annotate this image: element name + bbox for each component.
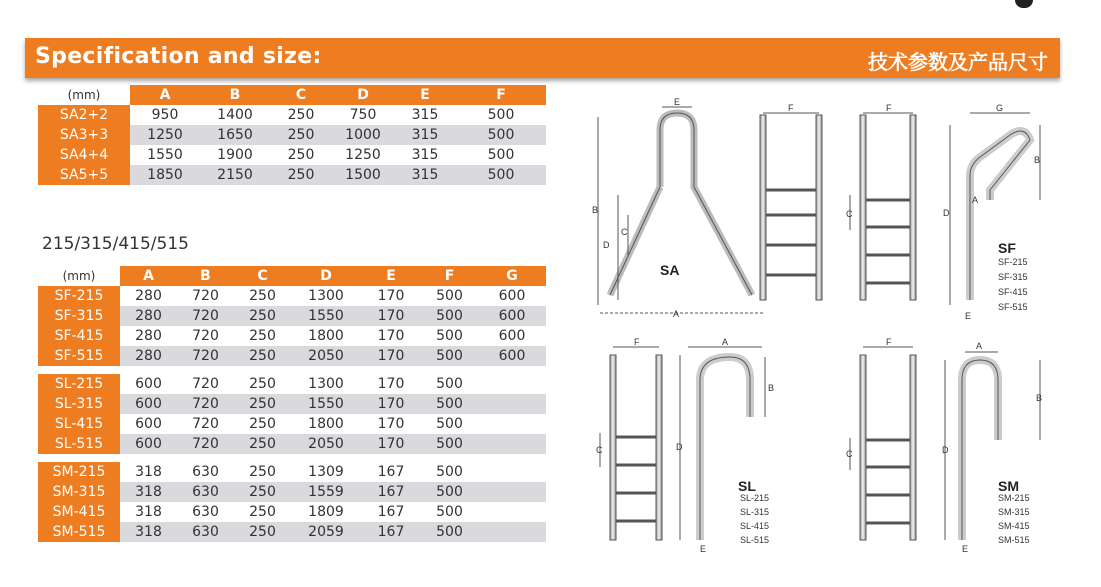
table-cell: 1650 bbox=[200, 125, 270, 145]
table-row bbox=[38, 522, 546, 542]
table-cell: 1800 bbox=[308, 328, 344, 344]
sa-spec-table bbox=[38, 85, 546, 185]
table-row bbox=[38, 462, 546, 482]
table-cell: 500 bbox=[421, 434, 478, 454]
model-label: SL-515 bbox=[38, 434, 120, 454]
table-cell: 1850 bbox=[130, 165, 200, 185]
dim-label: D bbox=[942, 445, 949, 455]
table-cell: 500 bbox=[421, 394, 478, 414]
table-header-row bbox=[38, 266, 546, 286]
table-row bbox=[38, 482, 546, 502]
table-cell: 250 bbox=[270, 165, 332, 185]
table-cell: 1300 bbox=[308, 376, 344, 392]
group-spacer bbox=[38, 366, 546, 374]
table-cell: 250 bbox=[234, 482, 291, 502]
table-cell: 318 bbox=[120, 522, 177, 542]
table-cell: 500 bbox=[421, 306, 478, 326]
dim-label: F bbox=[886, 337, 892, 347]
table-cell: 1400 bbox=[217, 107, 253, 123]
table-cell: 250 bbox=[249, 288, 276, 304]
table-cell: 250 bbox=[249, 328, 276, 344]
column-header: C bbox=[270, 85, 332, 105]
column-header: B bbox=[177, 266, 234, 286]
table-cell: 630 bbox=[192, 504, 219, 520]
dim-label: C bbox=[846, 449, 853, 459]
sl-model-item: SL-515 bbox=[740, 535, 770, 545]
sa-ladder-drawing bbox=[598, 107, 765, 313]
column-header: E bbox=[394, 85, 456, 105]
dim-label: B bbox=[768, 383, 775, 393]
dim-label: A bbox=[972, 195, 979, 205]
table-cell: 250 bbox=[249, 416, 276, 432]
table-cell: 600 bbox=[135, 416, 162, 432]
table-cell: 250 bbox=[234, 346, 291, 366]
model-label: SF-215 bbox=[38, 286, 120, 306]
banner-title-en: Specification and size: bbox=[35, 44, 322, 69]
column-header: D bbox=[332, 85, 394, 105]
table-cell: 1550 bbox=[147, 147, 183, 163]
dim-label: C bbox=[596, 445, 603, 455]
dim-label: E bbox=[965, 311, 972, 321]
banner-title-cn: 技术参数及产品尺寸 bbox=[868, 50, 1048, 74]
dim-label: A bbox=[673, 309, 680, 319]
dim-label: A bbox=[976, 341, 983, 351]
table-cell: 500 bbox=[436, 464, 463, 480]
unit-label: (mm) bbox=[38, 266, 120, 286]
table-cell: 250 bbox=[287, 107, 315, 123]
table-cell: 720 bbox=[177, 306, 234, 326]
table-cell bbox=[478, 502, 546, 522]
dim-label: C bbox=[621, 227, 628, 237]
table-cell: 500 bbox=[436, 328, 463, 344]
dim-label: D bbox=[603, 240, 610, 250]
sl-model-item: SL-215 bbox=[740, 493, 770, 503]
column-header: C bbox=[234, 266, 291, 286]
table-row bbox=[38, 374, 546, 394]
table-cell: 630 bbox=[177, 522, 234, 542]
table-cell: 720 bbox=[177, 434, 234, 454]
table-cell: 500 bbox=[421, 522, 478, 542]
table-cell: 1250 bbox=[130, 125, 200, 145]
table-cell: 2059 bbox=[291, 522, 361, 542]
table-cell bbox=[478, 414, 546, 434]
table-cell: 600 bbox=[498, 288, 526, 304]
column-header: D bbox=[291, 266, 361, 286]
table-cell bbox=[478, 434, 546, 454]
table-cell: 170 bbox=[361, 434, 421, 454]
table-cell: 280 bbox=[135, 328, 162, 344]
spec-banner bbox=[25, 38, 1060, 78]
table-cell: 170 bbox=[377, 288, 405, 304]
table-cell: 1900 bbox=[217, 147, 253, 163]
table-cell: 500 bbox=[436, 504, 463, 520]
table-cell: 630 bbox=[192, 464, 219, 480]
model-label: SA4+4 bbox=[38, 145, 130, 165]
table-row bbox=[38, 346, 546, 366]
table-cell: 250 bbox=[249, 504, 276, 520]
table-cell: 250 bbox=[234, 306, 291, 326]
table-cell bbox=[478, 462, 546, 482]
dim-label: F bbox=[634, 337, 640, 347]
decorative-mark bbox=[1015, 0, 1033, 8]
table-row bbox=[38, 105, 546, 125]
table-cell: 500 bbox=[421, 482, 478, 502]
table-cell: 315 bbox=[394, 125, 456, 145]
dim-label: D bbox=[676, 442, 683, 452]
sf-sl-sm-spec-table bbox=[38, 266, 546, 542]
table-cell: 1550 bbox=[291, 306, 361, 326]
model-label: SM-415 bbox=[38, 502, 120, 522]
table-cell: 170 bbox=[377, 416, 405, 432]
table-row bbox=[38, 165, 546, 185]
table-row bbox=[38, 286, 546, 306]
sf-model-item: SF-315 bbox=[998, 272, 1028, 282]
table-row bbox=[38, 394, 546, 414]
unit-label: (mm) bbox=[38, 85, 130, 105]
sm-model-item: SM-315 bbox=[998, 507, 1030, 517]
table-cell: 250 bbox=[234, 394, 291, 414]
table-cell: 1300 bbox=[308, 288, 344, 304]
model-label: SF-415 bbox=[38, 326, 120, 346]
table-cell: 170 bbox=[377, 328, 405, 344]
table-cell: 250 bbox=[270, 125, 332, 145]
dim-label: E bbox=[700, 544, 707, 554]
table-cell: 280 bbox=[135, 288, 162, 304]
series-subtitle: 215/315/415/515 bbox=[42, 234, 189, 254]
spacer-cell bbox=[38, 454, 546, 462]
table-cell: 720 bbox=[192, 288, 219, 304]
table-cell: 1809 bbox=[308, 504, 344, 520]
model-label: SA5+5 bbox=[38, 165, 130, 185]
table-cell: 500 bbox=[436, 288, 463, 304]
dim-label: B bbox=[1034, 155, 1041, 165]
sl-model-item: SL-315 bbox=[740, 507, 770, 517]
table-cell: 500 bbox=[487, 147, 515, 163]
table-cell bbox=[478, 522, 546, 542]
table-cell: 250 bbox=[234, 434, 291, 454]
dim-label: F bbox=[886, 103, 892, 113]
model-label: SM-215 bbox=[38, 462, 120, 482]
table-cell: 600 bbox=[498, 328, 526, 344]
table-cell: 950 bbox=[151, 107, 179, 123]
sf-model-item: SF-415 bbox=[998, 287, 1028, 297]
table-row bbox=[38, 326, 546, 346]
table-cell: 250 bbox=[249, 464, 276, 480]
table-cell: 500 bbox=[456, 165, 546, 185]
table-cell: 1800 bbox=[308, 416, 344, 432]
table-cell: 250 bbox=[234, 522, 291, 542]
sm-model-item: SM-515 bbox=[998, 535, 1030, 545]
model-label: SL-315 bbox=[38, 394, 120, 414]
model-label: SF-515 bbox=[38, 346, 120, 366]
table-cell: 2050 bbox=[291, 434, 361, 454]
column-header: G bbox=[478, 266, 546, 286]
model-label: SF-315 bbox=[38, 306, 120, 326]
sa-model-label: SA bbox=[660, 262, 680, 278]
table-cell: 170 bbox=[361, 394, 421, 414]
sm-model-item: SM-415 bbox=[998, 521, 1030, 531]
table-cell: 1559 bbox=[291, 482, 361, 502]
table-cell: 500 bbox=[456, 125, 546, 145]
table-cell: 280 bbox=[120, 346, 177, 366]
model-label: SM-515 bbox=[38, 522, 120, 542]
spacer-cell bbox=[38, 366, 546, 374]
table-cell bbox=[478, 482, 546, 502]
table-cell: 600 bbox=[120, 434, 177, 454]
table-cell: 280 bbox=[120, 306, 177, 326]
table-cell bbox=[478, 394, 546, 414]
table-cell: 500 bbox=[436, 416, 463, 432]
table-cell: 720 bbox=[192, 328, 219, 344]
dim-label: B bbox=[1036, 393, 1043, 403]
table-cell: 600 bbox=[478, 306, 546, 326]
table-cell: 600 bbox=[120, 394, 177, 414]
sl-model-item: SL-415 bbox=[740, 521, 770, 531]
table-cell: 1500 bbox=[332, 165, 394, 185]
table-cell: 250 bbox=[249, 376, 276, 392]
table-cell: 315 bbox=[411, 147, 439, 163]
dim-label: D bbox=[943, 208, 950, 218]
dim-label: A bbox=[722, 337, 729, 347]
sf-model-item: SF-215 bbox=[998, 257, 1028, 267]
sa-front-drawing bbox=[760, 113, 822, 300]
table-cell: 170 bbox=[377, 376, 405, 392]
table-cell bbox=[478, 374, 546, 394]
model-label: SM-315 bbox=[38, 482, 120, 502]
dim-label: E bbox=[674, 97, 681, 107]
dim-label: G bbox=[996, 103, 1004, 113]
sm-model-item: SM-215 bbox=[998, 493, 1030, 503]
column-header: E bbox=[361, 266, 421, 286]
ladder-diagrams bbox=[570, 95, 1090, 565]
table-row bbox=[38, 306, 546, 326]
table-cell: 2150 bbox=[200, 165, 270, 185]
table-cell: 720 bbox=[177, 394, 234, 414]
sl-model-label: SL bbox=[738, 478, 756, 494]
sm-model-label: SM bbox=[998, 478, 1019, 494]
table-cell: 318 bbox=[120, 482, 177, 502]
column-header: A bbox=[130, 85, 200, 105]
column-header: F bbox=[456, 85, 546, 105]
table-cell: 600 bbox=[135, 376, 162, 392]
model-label: SA3+3 bbox=[38, 125, 130, 145]
table-cell: 318 bbox=[135, 504, 162, 520]
table-cell: 2050 bbox=[291, 346, 361, 366]
table-row bbox=[38, 145, 546, 165]
table-cell: 167 bbox=[377, 464, 405, 480]
model-label: SL-415 bbox=[38, 414, 120, 434]
dim-label: E bbox=[962, 544, 969, 554]
table-header-row bbox=[38, 85, 546, 105]
table-cell: 720 bbox=[177, 346, 234, 366]
dim-label: B bbox=[592, 205, 599, 215]
table-row bbox=[38, 502, 546, 522]
table-cell: 167 bbox=[377, 504, 405, 520]
table-cell: 167 bbox=[361, 522, 421, 542]
model-label: SL-215 bbox=[38, 374, 120, 394]
table-row bbox=[38, 125, 546, 145]
table-cell: 170 bbox=[361, 346, 421, 366]
table-row bbox=[38, 414, 546, 434]
table-cell: 170 bbox=[361, 306, 421, 326]
table-cell: 1000 bbox=[332, 125, 394, 145]
table-cell: 720 bbox=[192, 416, 219, 432]
table-cell: 500 bbox=[487, 107, 515, 123]
model-label: SA2+2 bbox=[38, 105, 130, 125]
table-cell: 750 bbox=[349, 107, 377, 123]
table-cell: 318 bbox=[135, 464, 162, 480]
group-spacer bbox=[38, 454, 546, 462]
column-header: F bbox=[421, 266, 478, 286]
sf-model-item: SF-515 bbox=[998, 302, 1028, 312]
table-cell: 1250 bbox=[345, 147, 381, 163]
table-cell: 1309 bbox=[308, 464, 344, 480]
dim-label: F bbox=[788, 103, 794, 113]
column-header: B bbox=[200, 85, 270, 105]
table-cell: 315 bbox=[411, 107, 439, 123]
table-cell: 500 bbox=[436, 376, 463, 392]
table-cell: 630 bbox=[177, 482, 234, 502]
dim-label: C bbox=[846, 209, 853, 219]
column-header: A bbox=[120, 266, 177, 286]
table-cell: 720 bbox=[192, 376, 219, 392]
table-cell: 315 bbox=[394, 165, 456, 185]
table-cell: 1550 bbox=[291, 394, 361, 414]
table-cell: 500 bbox=[421, 346, 478, 366]
table-cell: 167 bbox=[361, 482, 421, 502]
table-row bbox=[38, 434, 546, 454]
sf-model-label: SF bbox=[998, 240, 1016, 256]
table-cell: 600 bbox=[478, 346, 546, 366]
table-cell: 250 bbox=[287, 147, 315, 163]
